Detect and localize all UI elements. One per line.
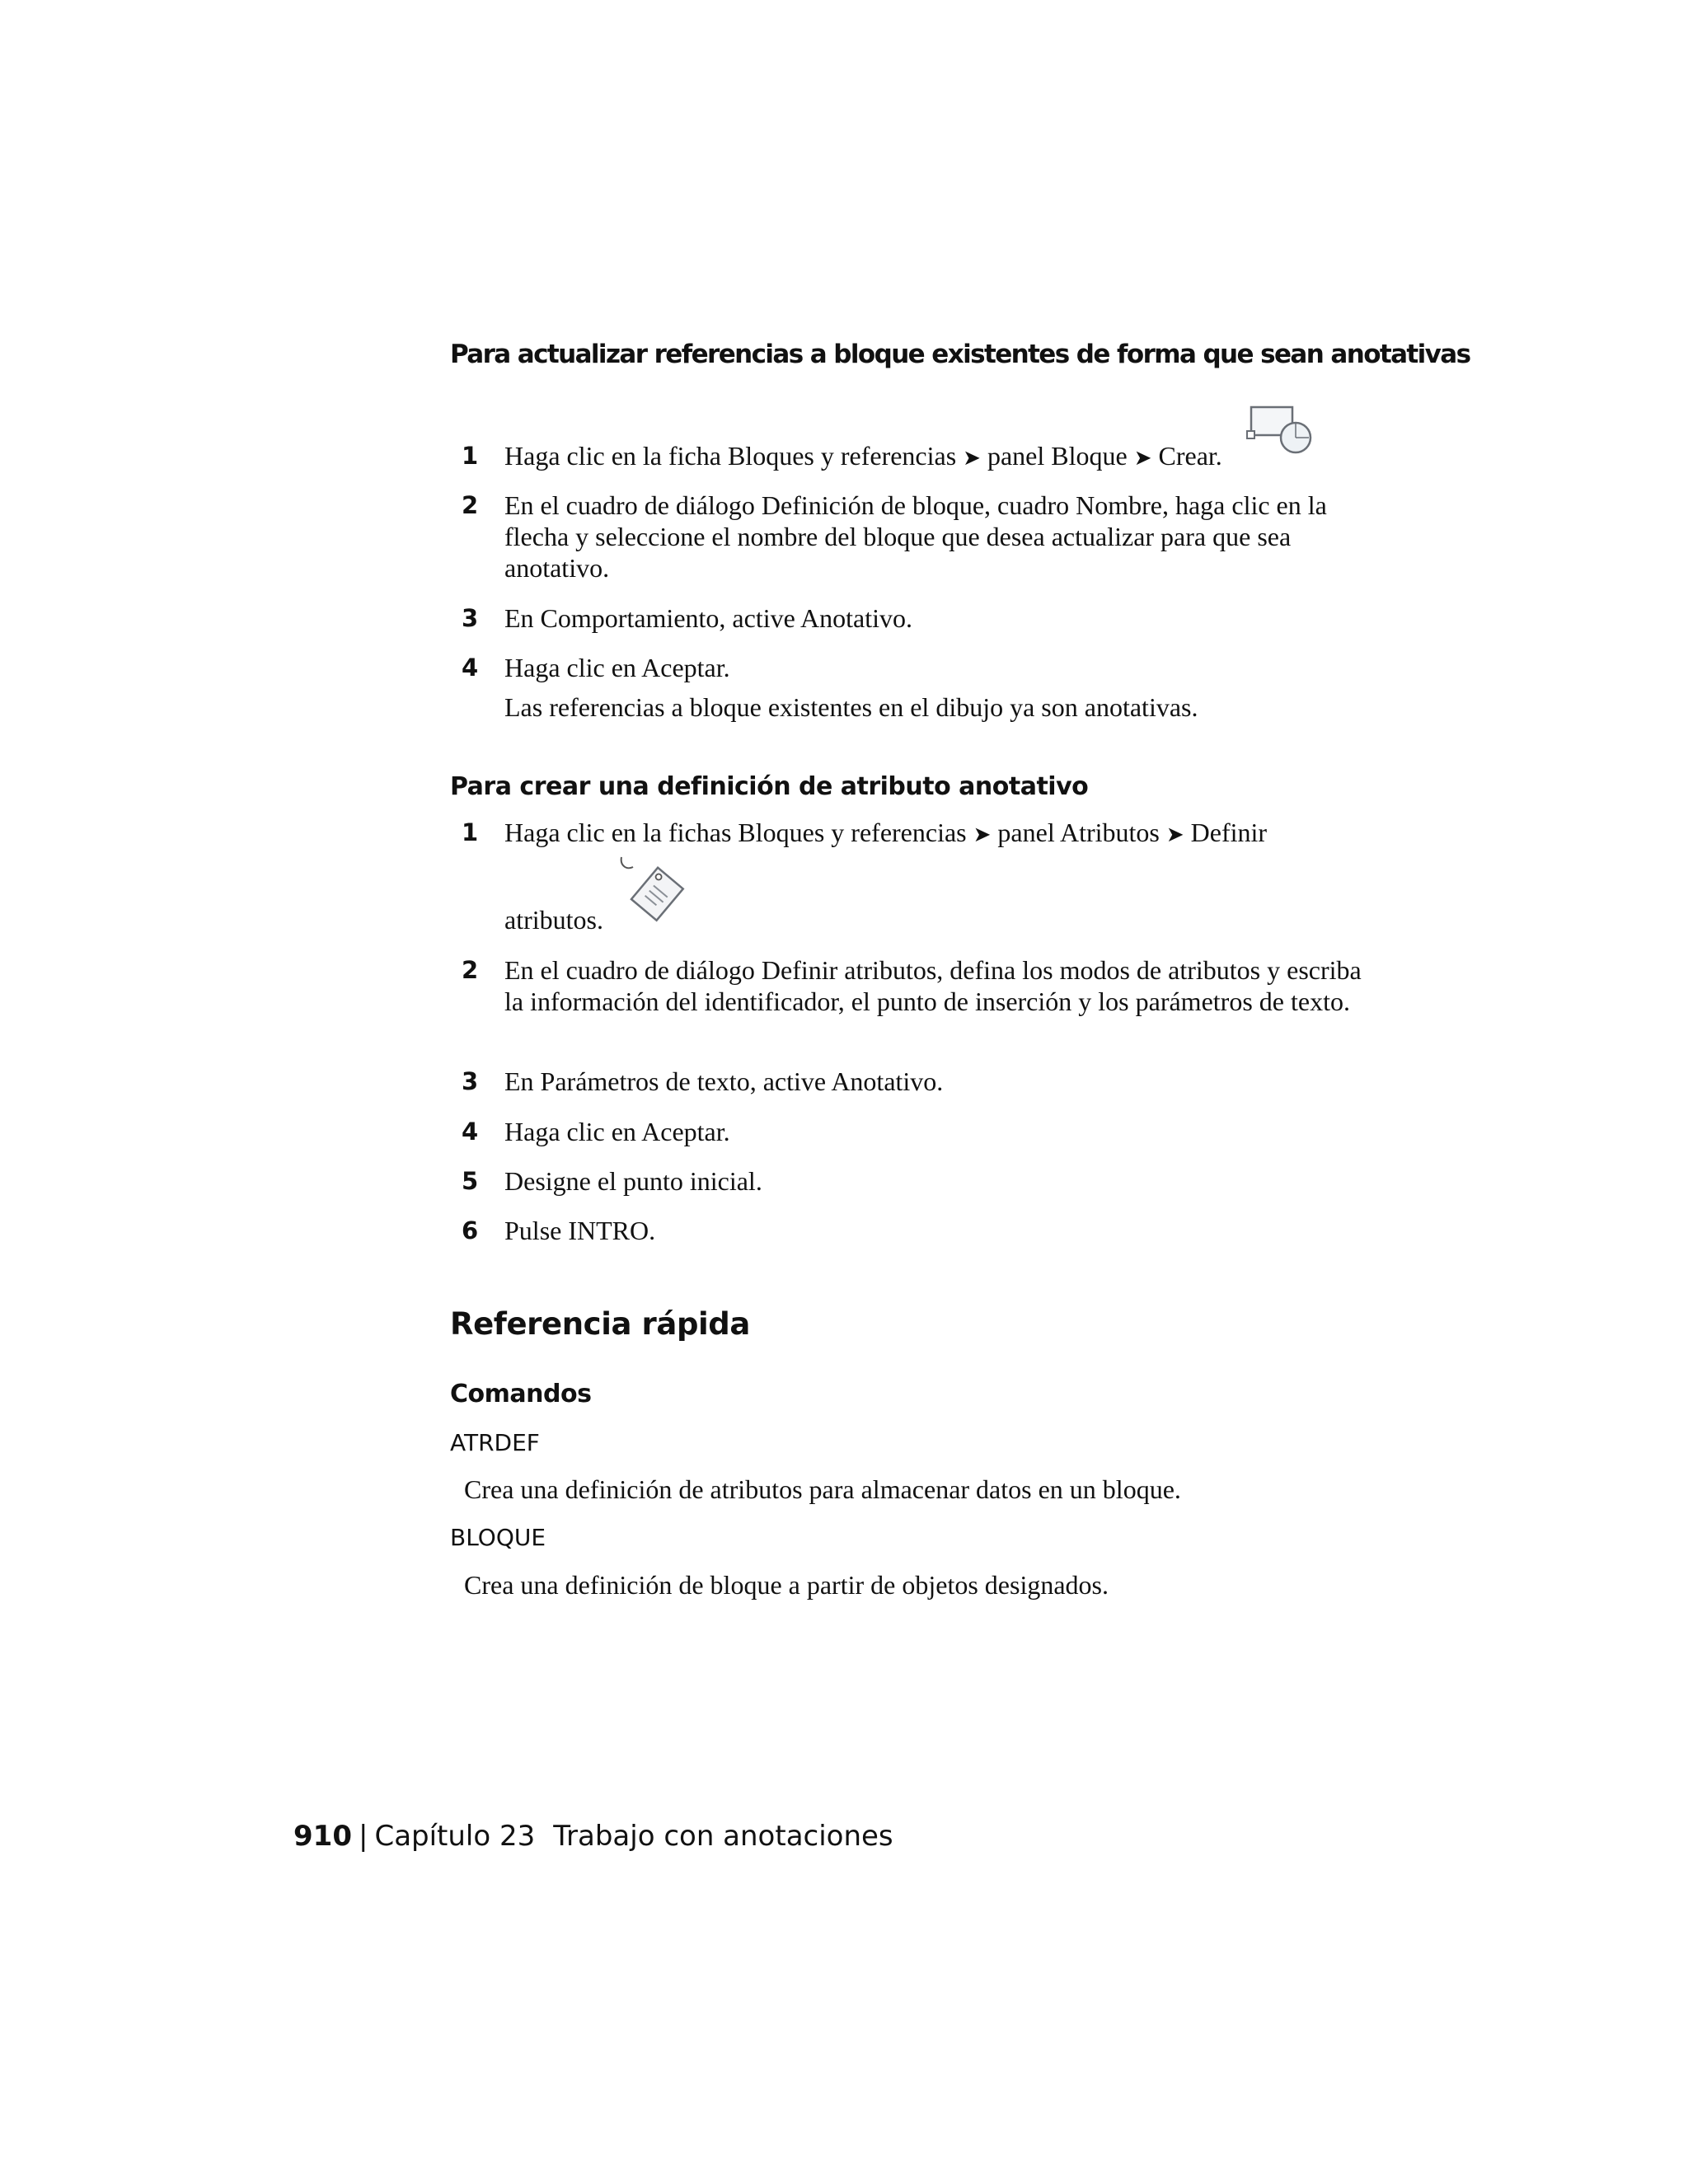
step-text: Haga clic en la ficha Bloques y referencias ➤ panel Bloque ➤ Crear. (504, 441, 1222, 471)
subsection-title-commands: Comandos (450, 1380, 592, 1408)
command-description: Crea una definición de bloque a partir de objetos designados. (464, 1570, 1109, 1600)
step-number: 1 (462, 442, 479, 470)
attribute-tag-icon (617, 854, 696, 932)
command-description: Crea una definición de atributos para almacenar datos en un bloque. (464, 1474, 1181, 1504)
step-number: 3 (462, 604, 479, 632)
command-name: BLOQUE (450, 1524, 546, 1551)
page-footer (293, 1818, 893, 1854)
step-number: 3 (462, 1067, 479, 1095)
footer-separator: | (358, 1820, 368, 1853)
step-text: En el cuadro de diálogo Definición de bloque, cuadro Nombre, haga clic en la flecha y seleccione el nombre del bloque que desea actualizar para que sea anotativo. (504, 490, 1327, 583)
step-text: Haga clic en Aceptar. (504, 1117, 730, 1146)
step-text-continued: atributos. (504, 905, 603, 935)
block-create-icon (1246, 402, 1315, 459)
page-number: 910 (293, 1820, 352, 1853)
step-text: Designe el punto inicial. (504, 1166, 762, 1196)
step-number: 6 (462, 1216, 479, 1244)
chapter-label: Capítulo 23 (374, 1820, 536, 1853)
arrow-icon: ➤ (973, 823, 992, 847)
step-result: Las referencias a bloque existentes en el dibujo ya son anotativas. (504, 692, 1198, 722)
step-text: En Parámetros de texto, active Anotativo. (504, 1066, 944, 1096)
step-text: Haga clic en la fichas Bloques y referencias ➤ panel Atributos ➤ Definir (504, 818, 1268, 847)
step-number: 2 (462, 956, 479, 984)
step-number: 1 (462, 818, 479, 846)
arrow-icon: ➤ (1165, 823, 1184, 847)
section-title-quick-reference: Referencia rápida (450, 1306, 750, 1342)
chapter-title: Trabajo con anotaciones (553, 1820, 893, 1853)
step-number: 5 (462, 1167, 479, 1195)
procedure-heading-create-attribute: Para crear una definición de atributo anotativo (450, 772, 1089, 801)
procedure-heading-update-blocks: Para actualizar referencias a bloque existentes de forma que sean anotativas (450, 340, 1470, 369)
step-text: Pulse INTRO. (504, 1216, 656, 1245)
step-number: 4 (462, 654, 479, 682)
step-number: 2 (462, 491, 479, 519)
step-text: En Comportamiento, active Anotativo. (504, 603, 913, 633)
command-name: ATRDEF (450, 1429, 540, 1456)
arrow-icon: ➤ (963, 446, 981, 471)
arrow-icon: ➤ (1133, 446, 1152, 471)
step-text: En el cuadro de diálogo Definir atributos, defina los modos de atributos y escriba la información del identificador, el punto de inserción y los parámetros de texto. (504, 955, 1362, 1016)
step-text: Haga clic en Aceptar. (504, 653, 730, 682)
step-number: 4 (462, 1118, 479, 1146)
